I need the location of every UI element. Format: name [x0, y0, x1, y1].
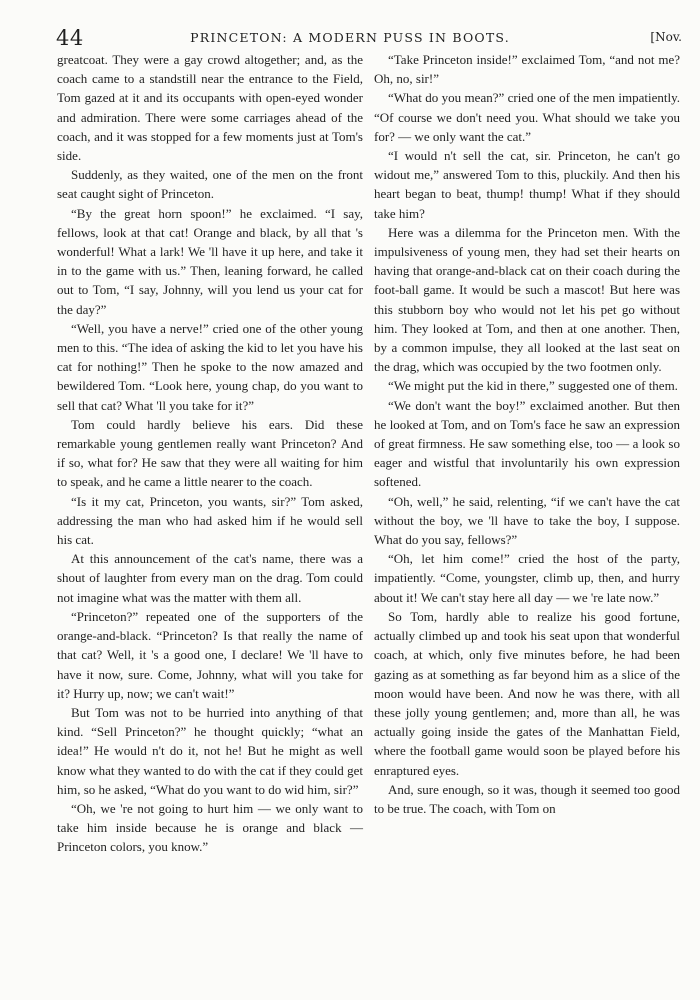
running-title: PRINCETON: A MODERN PUSS IN BOOTS.: [190, 30, 510, 45]
paragraph: Suddenly, as they waited, one of the men on the front seat caught sight of Princeton.: [57, 167, 363, 202]
paragraph: “Oh, let him come!” cried the host of the party, impatiently. “Come, youngster, climb up, then, and hurry about it! We can't stay here all day — we 're late now.”: [374, 551, 680, 605]
paragraph: And, sure enough, so it was, though it seemed too good to be true. The coach, with Tom on: [374, 781, 680, 816]
paragraph: “What do you mean?” cried one of the men impatiently. “Of course we don't need you. What should we take you for? — we only want the cat.”: [374, 90, 680, 144]
page-number: 44: [56, 26, 84, 50]
paragraph: “Princeton?” repeated one of the supporters of the orange-and-black. “Princeton? Is that really the name of that cat? Well, it 's a good one, I declare! We 'll have to have it now, sure. Come, Johnny, what will you take for it? Hurry up, now; we can't wait!”: [57, 608, 363, 701]
paragraph: “Well, you have a nerve!” cried one of the other young men to this. “The idea of asking the kid to let you have his cat for nothing!” Then he spoke to the now amazed and bewildered Tom. “Look here, young chap, do you want to sell that cat? What 'll you take for it?”: [57, 320, 363, 413]
paragraph: “Take Princeton inside!” exclaimed Tom, “and not me? Oh, no, sir!”: [374, 52, 680, 87]
issue-month: [Nov.: [650, 30, 682, 44]
paragraph: But Tom was not to be hurried into anything of that kind. “Sell Princeton?” he thought quickly; “what an idea!” He would n't do it, not he! But he might as well know what they wanted to do with the cat if they could get him, so he asked, “What do you want to do wid him, sir?”: [57, 704, 363, 797]
paragraph: “By the great horn spoon!” he exclaimed. “I say, fellows, look at that cat! Orange and black, by all that 's wonderful! What a lark! We 'll have it up here, and take it in to the game with us.” Then, leaning forward, he called out to Tom, “I say, Johnny, will you lend us your cat for the day?”: [57, 205, 363, 317]
left-column: [57, 50, 363, 857]
paragraph: “Oh, we 're not going to hurt him — we only want to take him inside because he is orange and black — Princeton colors, you know.”: [57, 800, 363, 855]
page-header: [0, 24, 700, 48]
paragraph: At this announcement of the cat's name, there was a shout of laughter from every man on the drag. Tom could not imagine what was the matter with them all.: [57, 551, 363, 605]
paragraph: So Tom, hardly able to realize his good fortune, actually climbed up and took his seat upon that wonderful coach, at which, only five minutes before, he had been gazing as at something as far beyond him as a slice of the moon would have been. And now he was there, with all these jolly young gentlemen; and, more than all, he was actually going inside the gates of the Manhattan Field, where the football game would soon be played before his enraptured eyes.: [374, 608, 680, 778]
paragraph: greatcoat. They were a gay crowd altogether; and, as the coach came to a standstill near the entrance to the Field, Tom gazed at it and its occupants with open-eyed wonder and admiration. There were some carriages ahead of the coach, and it was stopped for a few moments just at Tom's side.: [57, 52, 363, 164]
paragraph: “We don't want the boy!” exclaimed another. But then he looked at Tom, and on Tom's face he saw an expression of great firmness. He saw something else, too — a look so eager and wistful that involuntarily his own expression softened.: [374, 397, 680, 490]
paragraph: Tom could hardly believe his ears. Did these remarkable young gentlemen really want Princeton? And if so, what for? He saw that they were all waiting for him to speak, and he came a little nearer to the coach.: [57, 416, 363, 490]
paragraph: “I would n't sell the cat, sir. Princeton, he can't go widout me,” answered Tom to this, pluckily. And then his heart began to beat, thump! thump! What if they should take him?: [374, 148, 680, 221]
right-column: [374, 50, 680, 818]
paragraph: “Oh, well,” he said, relenting, “if we can't have the cat without the boy, we 'll have to take the boy, I suppose. What do you say, fellows?”: [374, 493, 680, 548]
paragraph: “We might put the kid in there,” suggested one of them.: [388, 378, 678, 394]
paragraph: “Is it my cat, Princeton, you wants, sir?” Tom asked, addressing the man who had asked him if he would sell his cat.: [57, 493, 363, 548]
paragraph: Here was a dilemma for the Princeton men. With the impulsiveness of young men, they had set their hearts on having that orange-and-black cat on their coach during the foot-ball game. It would be such a mascot! But here was this stubborn boy who would not let his pet go without him. They looked at Tom, and then at one another. Then, by a common impulse, they all looked at the last seat on the drag, which was occupied by the two footmen only.: [374, 224, 680, 375]
